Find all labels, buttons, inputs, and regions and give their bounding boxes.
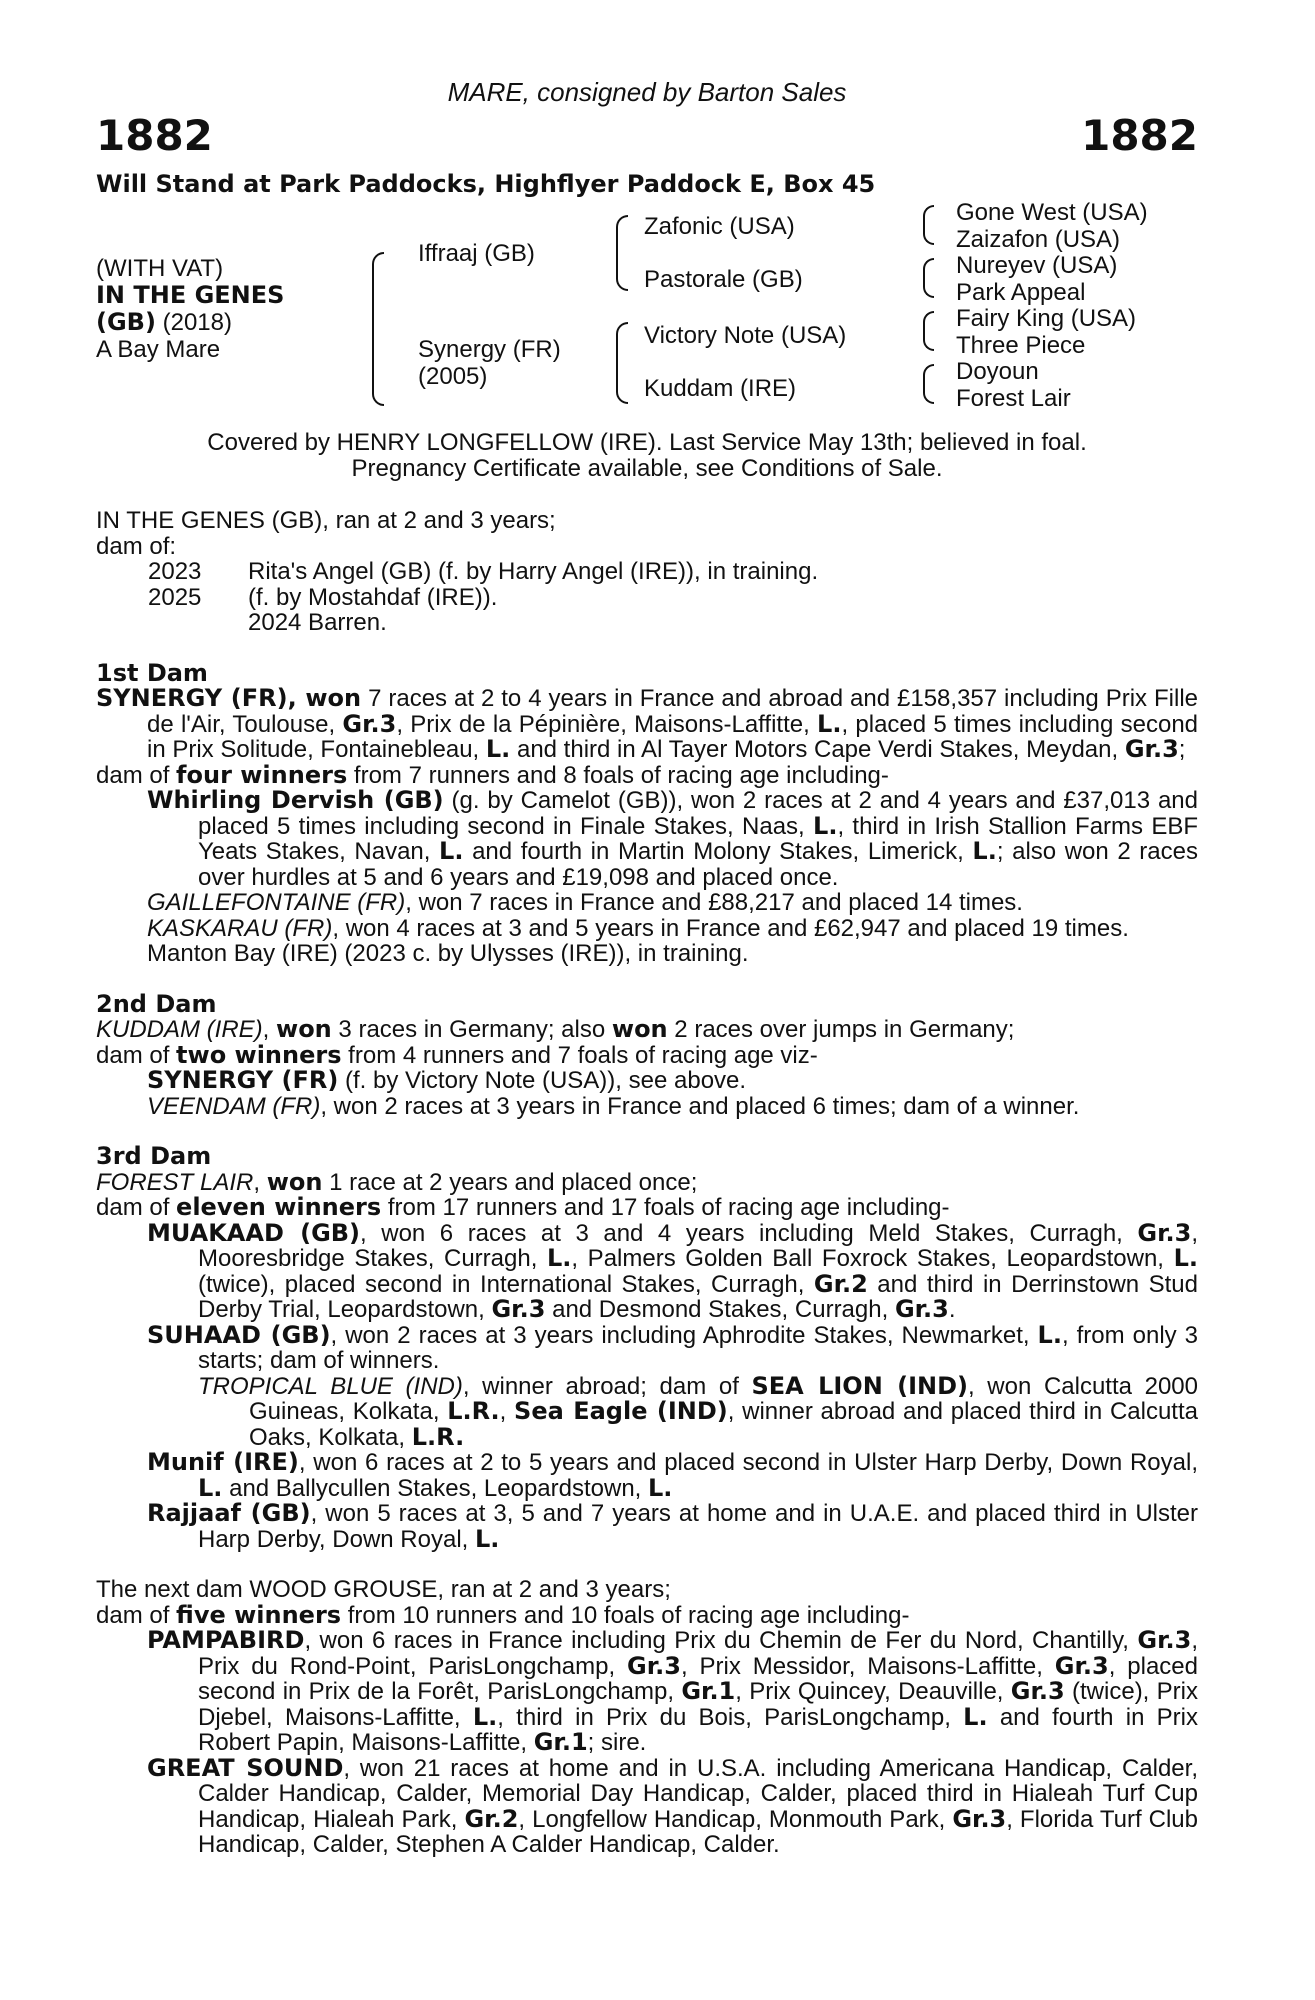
offspring-suhaad bbox=[147, 1320, 1199, 1374]
listed-label: L. bbox=[474, 1524, 500, 1553]
record-text: , won 2 races at 3 years in France and placed 6 times; dam of a winner. bbox=[320, 1092, 1080, 1120]
record-text: ; bbox=[1178, 736, 1186, 763]
offspring-name: TROPICAL BLUE (IND) bbox=[198, 1372, 463, 1400]
next-dam-intro: The next dam WOOD GROUSE, ran at 2 and 3 years; bbox=[96, 1576, 671, 1603]
offspring-veendam bbox=[147, 1094, 1198, 1120]
grade-label: Gr.3 bbox=[1124, 735, 1179, 763]
summary-text: dam of bbox=[96, 1041, 177, 1069]
pedigree-dam-name: Synergy (FR) bbox=[418, 336, 561, 363]
third-dam-heading: 3rd Dam bbox=[96, 1142, 212, 1170]
record-text: , won 6 races in France including Prix du Chemin de Fer du Nord, Chantilly, bbox=[304, 1627, 1138, 1654]
record-text: , third in Irish Stallion Farms EBF Yeats Stakes, Navan, bbox=[198, 812, 1199, 865]
pedigree-ds: Victory Note (USA) bbox=[644, 322, 847, 349]
offspring-great-sound bbox=[147, 1753, 1199, 1858]
record-text: 7 races at 2 to 4 years in France and abroad and £158,357 including Prix Fille de l'Air, Toulouse, bbox=[147, 685, 1198, 738]
offspring-kaskarau bbox=[147, 916, 1198, 942]
record-text: and third in Derrinstown Stud Derby Trial, Leopardstown, bbox=[198, 1270, 1198, 1323]
vat-label: (WITH VAT) bbox=[96, 255, 224, 282]
covered-line-2: Pregnancy Certificate available, see Conditions of Sale. bbox=[351, 454, 943, 482]
bracket-dd bbox=[923, 364, 934, 404]
listed-label: L. bbox=[972, 837, 997, 865]
record-text: (twice), Prix Djebel, Maisons-Laffitte, bbox=[198, 1678, 1198, 1731]
record-text: , won 5 races at 3, 5 and 7 years at home and in U.A.E. and placed third in Ulster Harp Derby, Down Royal, bbox=[198, 1500, 1198, 1553]
record-text: , Prix de la Pépinière, Maisons-Laffitte, bbox=[396, 710, 818, 738]
offspring-tropical-blue: TROPICAL BLUE (IND), winner abroad; dam of SEA LION (IND), won Calcutta 2000 Guineas, Kolkata, L.R., Sea Eagle (IND), winner abroad and placed third in Calcutta Oaks, Kolkata, L.R. bbox=[198, 1371, 1199, 1451]
pedigree-sss: Gone West (USA) bbox=[956, 199, 1148, 226]
grade-label: Gr.1 bbox=[533, 1728, 588, 1756]
record-text: , won 21 races at home and in U.S.A. including Americana Handicap, Calder, Calder Handicap, Calder, Memorial Day Handicap, Calder, placed third in Hialeah Turf Cup Handicap, Hialeah Park, bbox=[198, 1754, 1198, 1833]
first-dam-produce-summary bbox=[96, 760, 1198, 789]
record-text: , from only 3 starts; dam of winners. bbox=[198, 1321, 1199, 1374]
stand-location: Will Stand at Park Paddocks, Highflyer Paddock E, Box 45 bbox=[96, 170, 876, 198]
record-text: , Florida Turf Club Handicap, Calder, Stephen A Calder Handicap, Calder. bbox=[198, 1805, 1199, 1858]
listed-label: L. bbox=[963, 1702, 988, 1731]
offspring-muakaad: MUAKAAD (GB), won 6 races at 3 and 4 years including Meld Stakes, Curragh, Gr.3, Mooresbridge Stakes, Curragh, L., Palmers Golden Ball Foxrock Stakes, Leopardstown, L. (twice), placed second in International Stakes, Curragh, Gr.2 and third in Derrinstown Stud Derby Trial, Leopardstown, Gr.3 and Desmond Stakes, Curragh, Gr.3. bbox=[147, 1218, 1198, 1323]
record-text: , won 6 races at 2 to 5 years and placed second in Ulster Harp Derby, Down Royal, bbox=[298, 1449, 1198, 1476]
record-text: , won Calcutta 2000 Guineas, Kolkata, bbox=[249, 1372, 1199, 1425]
horse-name: IN THE GENES bbox=[96, 281, 285, 309]
record-text: (f. by Victory Note (USA)), see above. bbox=[338, 1067, 747, 1094]
third-dam-record: FOREST LAIR, won 1 race at 2 years and placed once; bbox=[96, 1167, 698, 1196]
summary-text: from 10 runners and 10 foals of racing age including- bbox=[341, 1601, 910, 1629]
second-dam-produce-summary bbox=[96, 1040, 1198, 1069]
bracket-sd bbox=[923, 258, 934, 298]
horse-origin: (GB) bbox=[96, 308, 156, 336]
lot-number-left: 1882 bbox=[96, 111, 213, 160]
listed-label: L. bbox=[485, 735, 511, 763]
offspring-rajjaaf bbox=[147, 1501, 1198, 1552]
grade-label: Gr.3 bbox=[627, 1651, 681, 1680]
next-dam-produce-summary bbox=[96, 1600, 1198, 1629]
record-text: , placed second in Prix de la Forêt, ParisLongchamp, bbox=[198, 1652, 1198, 1705]
record-text: (g. by Camelot (GB)), won 2 races at 2 and 4 years and £37,013 and placed 5 times including second in Finale Stakes, Naas, bbox=[198, 787, 1198, 840]
offspring-whirling-dervish bbox=[147, 788, 1198, 890]
bracket-sire-dam bbox=[372, 252, 384, 406]
offspring-name: VEENDAM (FR) bbox=[147, 1092, 321, 1120]
listed-label: L. bbox=[817, 709, 842, 738]
record-text: , winner abroad; dam of bbox=[462, 1372, 752, 1400]
offspring-name: GAILLEFONTAINE (FR) bbox=[147, 889, 406, 916]
record-text: and Ballycullen Stakes, Leopardstown, bbox=[222, 1474, 649, 1502]
offspring-gaillefontaine bbox=[147, 890, 1198, 916]
winners-count: eleven winners bbox=[176, 1193, 382, 1221]
produce-row bbox=[96, 610, 1198, 636]
pedigree-sds: Nureyev (USA) bbox=[956, 252, 1118, 279]
produce-row bbox=[96, 585, 1198, 611]
won-label: won bbox=[266, 1167, 323, 1196]
record-text: ; sire. bbox=[587, 1729, 647, 1756]
offspring-name: Munif (IRE) bbox=[147, 1448, 299, 1476]
second-dam-record: KUDDAM (IRE), won 3 races in Germany; also won 2 races over jumps in Germany; bbox=[96, 1015, 1015, 1043]
record-text: (twice), placed second in International Stakes, Curragh, bbox=[198, 1270, 814, 1298]
listed-label: L. bbox=[472, 1702, 498, 1731]
offspring-name: PAMPABIRD bbox=[147, 1626, 305, 1654]
covered-note bbox=[96, 430, 1198, 481]
produce-year bbox=[148, 610, 248, 636]
listed-label: L. bbox=[198, 1473, 223, 1502]
listed-label: L. bbox=[439, 837, 464, 865]
summary-text: dam of bbox=[96, 761, 177, 789]
summary-text: from 17 runners and 17 foals of racing age including- bbox=[381, 1194, 950, 1221]
summary-text: from 7 runners and 8 foals of racing age including- bbox=[347, 761, 889, 789]
record-text: , won 4 races at 3 and 5 years in France and £62,947 and placed 19 times. bbox=[332, 914, 1129, 942]
horse-identity bbox=[96, 255, 284, 363]
winners-count: five winners bbox=[176, 1600, 342, 1629]
grade-label: Gr.1 bbox=[681, 1677, 736, 1705]
pedigree-dsd: Three Piece bbox=[956, 331, 1086, 359]
record-text: 3 races in Germany; also bbox=[331, 1016, 612, 1043]
listed-label: L. bbox=[1037, 1320, 1062, 1349]
grade-label: Gr.3 bbox=[342, 709, 397, 738]
record-text: and fourth in Prix Robert Papin, Maisons-Laffitte, bbox=[198, 1703, 1198, 1756]
record-text: , Prix Messidor, Maisons-Laffitte, bbox=[680, 1652, 1055, 1680]
pedigree-third-generation bbox=[956, 200, 1148, 412]
produce-text: (f. by Mostahdaf (IRE)). bbox=[248, 583, 498, 611]
won-label: won bbox=[611, 1015, 668, 1043]
pedigree-sd: Pastorale (GB) bbox=[644, 266, 803, 293]
listed-label: L.R. bbox=[411, 1422, 465, 1451]
record-text: , Prix Quincey, Deauville, bbox=[735, 1678, 1011, 1705]
offspring-munif bbox=[147, 1450, 1198, 1501]
winners-count: four winners bbox=[176, 760, 348, 789]
horse-description: A Bay Mare bbox=[96, 336, 221, 363]
record-text: , Palmers Golden Ball Foxrock Stakes, Leopardstown, bbox=[571, 1245, 1174, 1272]
listed-label: L.R. bbox=[447, 1397, 500, 1425]
record-text: , winner abroad and placed third in Calcutta Oaks, Kolkata, bbox=[249, 1398, 1198, 1451]
offspring-name: SEA LION (IND) bbox=[751, 1371, 968, 1400]
record-text: , Mooresbridge Stakes, Curragh, bbox=[198, 1219, 1198, 1272]
record-text: and third in Al Tayer Motors Cape Verdi Stakes, Meydan, bbox=[510, 736, 1125, 763]
record-text: , placed 5 times including second in Prix Solitude, Fontainebleau, bbox=[147, 710, 1199, 763]
produce-intro: IN THE GENES (GB), ran at 2 and 3 years; bbox=[96, 507, 556, 534]
grade-label: Gr.3 bbox=[894, 1295, 949, 1323]
record-text: and Desmond Stakes, Curragh, bbox=[545, 1296, 895, 1323]
offspring-name: KASKARAU (FR) bbox=[147, 914, 333, 942]
won-label: won bbox=[276, 1015, 332, 1043]
record-text: and fourth in Martin Molony Stakes, Limerick, bbox=[463, 838, 973, 865]
listed-label: L. bbox=[1173, 1244, 1198, 1272]
summary-text: dam of bbox=[96, 1194, 177, 1221]
pedigree-sdd: Park Appeal bbox=[956, 278, 1086, 306]
second-dam-name: KUDDAM (IRE) bbox=[96, 1016, 263, 1043]
produce-year: 2023 bbox=[148, 558, 202, 585]
listed-label: L. bbox=[546, 1244, 572, 1272]
record-text: 1 race at 2 years and placed once; bbox=[322, 1168, 698, 1196]
offspring-pampabird bbox=[147, 1628, 1198, 1756]
grade-label: Gr.3 bbox=[952, 1804, 1007, 1833]
pedigree-dss: Fairy King (USA) bbox=[956, 305, 1137, 332]
bracket-ss bbox=[923, 205, 934, 245]
produce-dam-of: dam of: bbox=[96, 532, 177, 560]
grade-label: Gr.3 bbox=[1054, 1651, 1109, 1680]
offspring-synergy bbox=[147, 1068, 1198, 1094]
record-text: , won 6 races at 3 and 4 years including Meld Stakes, Curragh, bbox=[360, 1219, 1138, 1247]
record-text: , third in Prix du Bois, ParisLongchamp, bbox=[497, 1703, 964, 1731]
winners-count: two winners bbox=[176, 1040, 342, 1069]
lot-number-right: 1882 bbox=[1081, 111, 1198, 160]
pedigree-dd: Kuddam (IRE) bbox=[644, 375, 797, 402]
grade-label: Gr.3 bbox=[1137, 1218, 1192, 1247]
second-dam-heading: 2nd Dam bbox=[96, 989, 217, 1018]
first-dam-name: SYNERGY (FR) bbox=[96, 684, 288, 712]
catalogue-body bbox=[96, 508, 1198, 1858]
covered-line-1: Covered by HENRY LONGFELLOW (IRE). Last Service May 13th; believed in foal. bbox=[207, 429, 1087, 456]
offspring-name: SYNERGY (FR) bbox=[147, 1066, 339, 1094]
third-dam-name: FOREST LAIR bbox=[96, 1168, 254, 1196]
offspring-name: Sea Eagle (IND) bbox=[514, 1397, 728, 1425]
record-text: 2 races over jumps in Germany; bbox=[667, 1016, 1015, 1043]
pedigree-ss: Zafonic (USA) bbox=[644, 213, 795, 240]
pedigree-dam bbox=[418, 336, 561, 390]
offspring-name: Whirling Dervish (GB) bbox=[147, 786, 444, 814]
won-label: won bbox=[305, 684, 362, 712]
offspring-name: SUHAAD (GB) bbox=[147, 1320, 331, 1349]
listed-label: L. bbox=[813, 811, 838, 840]
pedigree-ddd: Forest Lair bbox=[956, 384, 1071, 412]
grade-label: Gr.2 bbox=[464, 1804, 519, 1833]
pedigree-dam-year: (2005) bbox=[418, 363, 488, 390]
record-text: ; also won 2 races over hurdles at 5 and 6 years and £19,098 and placed once. bbox=[198, 838, 1198, 891]
bracket-sire-line bbox=[616, 215, 628, 291]
offspring-name: GREAT SOUND bbox=[147, 1753, 344, 1782]
grade-label: Gr.3 bbox=[491, 1295, 546, 1323]
first-dam-record: SYNERGY (FR), won 7 races at 2 to 4 years in France and abroad and £158,357 including Prix Fille de l'Air, Toulouse, Gr.3, Prix de la Pépinière, Maisons-Laffitte, L., placed 5 times including second in Prix Solitude, Fontainebleau, L. and third in Al Tayer Motors Cape Verdi Stakes, Meydan, Gr.3; bbox=[96, 684, 1199, 763]
summary-text: dam of bbox=[96, 1601, 177, 1629]
offspring-name: Rajjaaf (GB) bbox=[147, 1499, 311, 1527]
listed-label: L. bbox=[648, 1473, 673, 1502]
first-dam-heading: 1st Dam bbox=[96, 658, 208, 687]
produce-row bbox=[96, 559, 1198, 585]
record-text: , won 2 races at 3 years including Aphrodite Stakes, Newmarket, bbox=[330, 1321, 1038, 1349]
grade-label: Gr.2 bbox=[813, 1269, 868, 1298]
pedigree-ssd: Zaizafon (USA) bbox=[956, 225, 1121, 253]
record-text: , Longfellow Handicap, Monmouth Park, bbox=[518, 1805, 953, 1833]
produce-text: Rita's Angel (GB) (f. by Harry Angel (IRE)), in training. bbox=[248, 558, 819, 585]
produce-year: 2025 bbox=[148, 583, 202, 611]
offspring-manton-bay: Manton Bay (IRE) (2023 c. by Ulysses (IRE)), in training. bbox=[147, 940, 749, 967]
third-dam-produce-summary bbox=[96, 1195, 1198, 1221]
bracket-ds bbox=[923, 311, 934, 351]
offspring-name: MUAKAAD (GB) bbox=[147, 1218, 361, 1247]
consignment-line: MARE, consigned by Barton Sales bbox=[447, 77, 847, 107]
summary-text: from 4 runners and 7 foals of racing age viz- bbox=[341, 1041, 818, 1069]
horse-year: (2018) bbox=[162, 309, 232, 336]
pedigree-sire: Iffraaj (GB) bbox=[418, 240, 535, 267]
grade-label: Gr.3 bbox=[1010, 1677, 1065, 1705]
grade-label: Gr.3 bbox=[1137, 1626, 1192, 1654]
produce-text: 2024 Barren. bbox=[248, 609, 387, 636]
bracket-dam-line bbox=[616, 322, 628, 404]
pedigree-dds: Doyoun bbox=[956, 358, 1039, 385]
record-text: , Prix du Rond-Point, ParisLongchamp, bbox=[198, 1627, 1198, 1680]
record-text: , won 7 races in France and £88,217 and placed 14 times. bbox=[405, 889, 1023, 916]
